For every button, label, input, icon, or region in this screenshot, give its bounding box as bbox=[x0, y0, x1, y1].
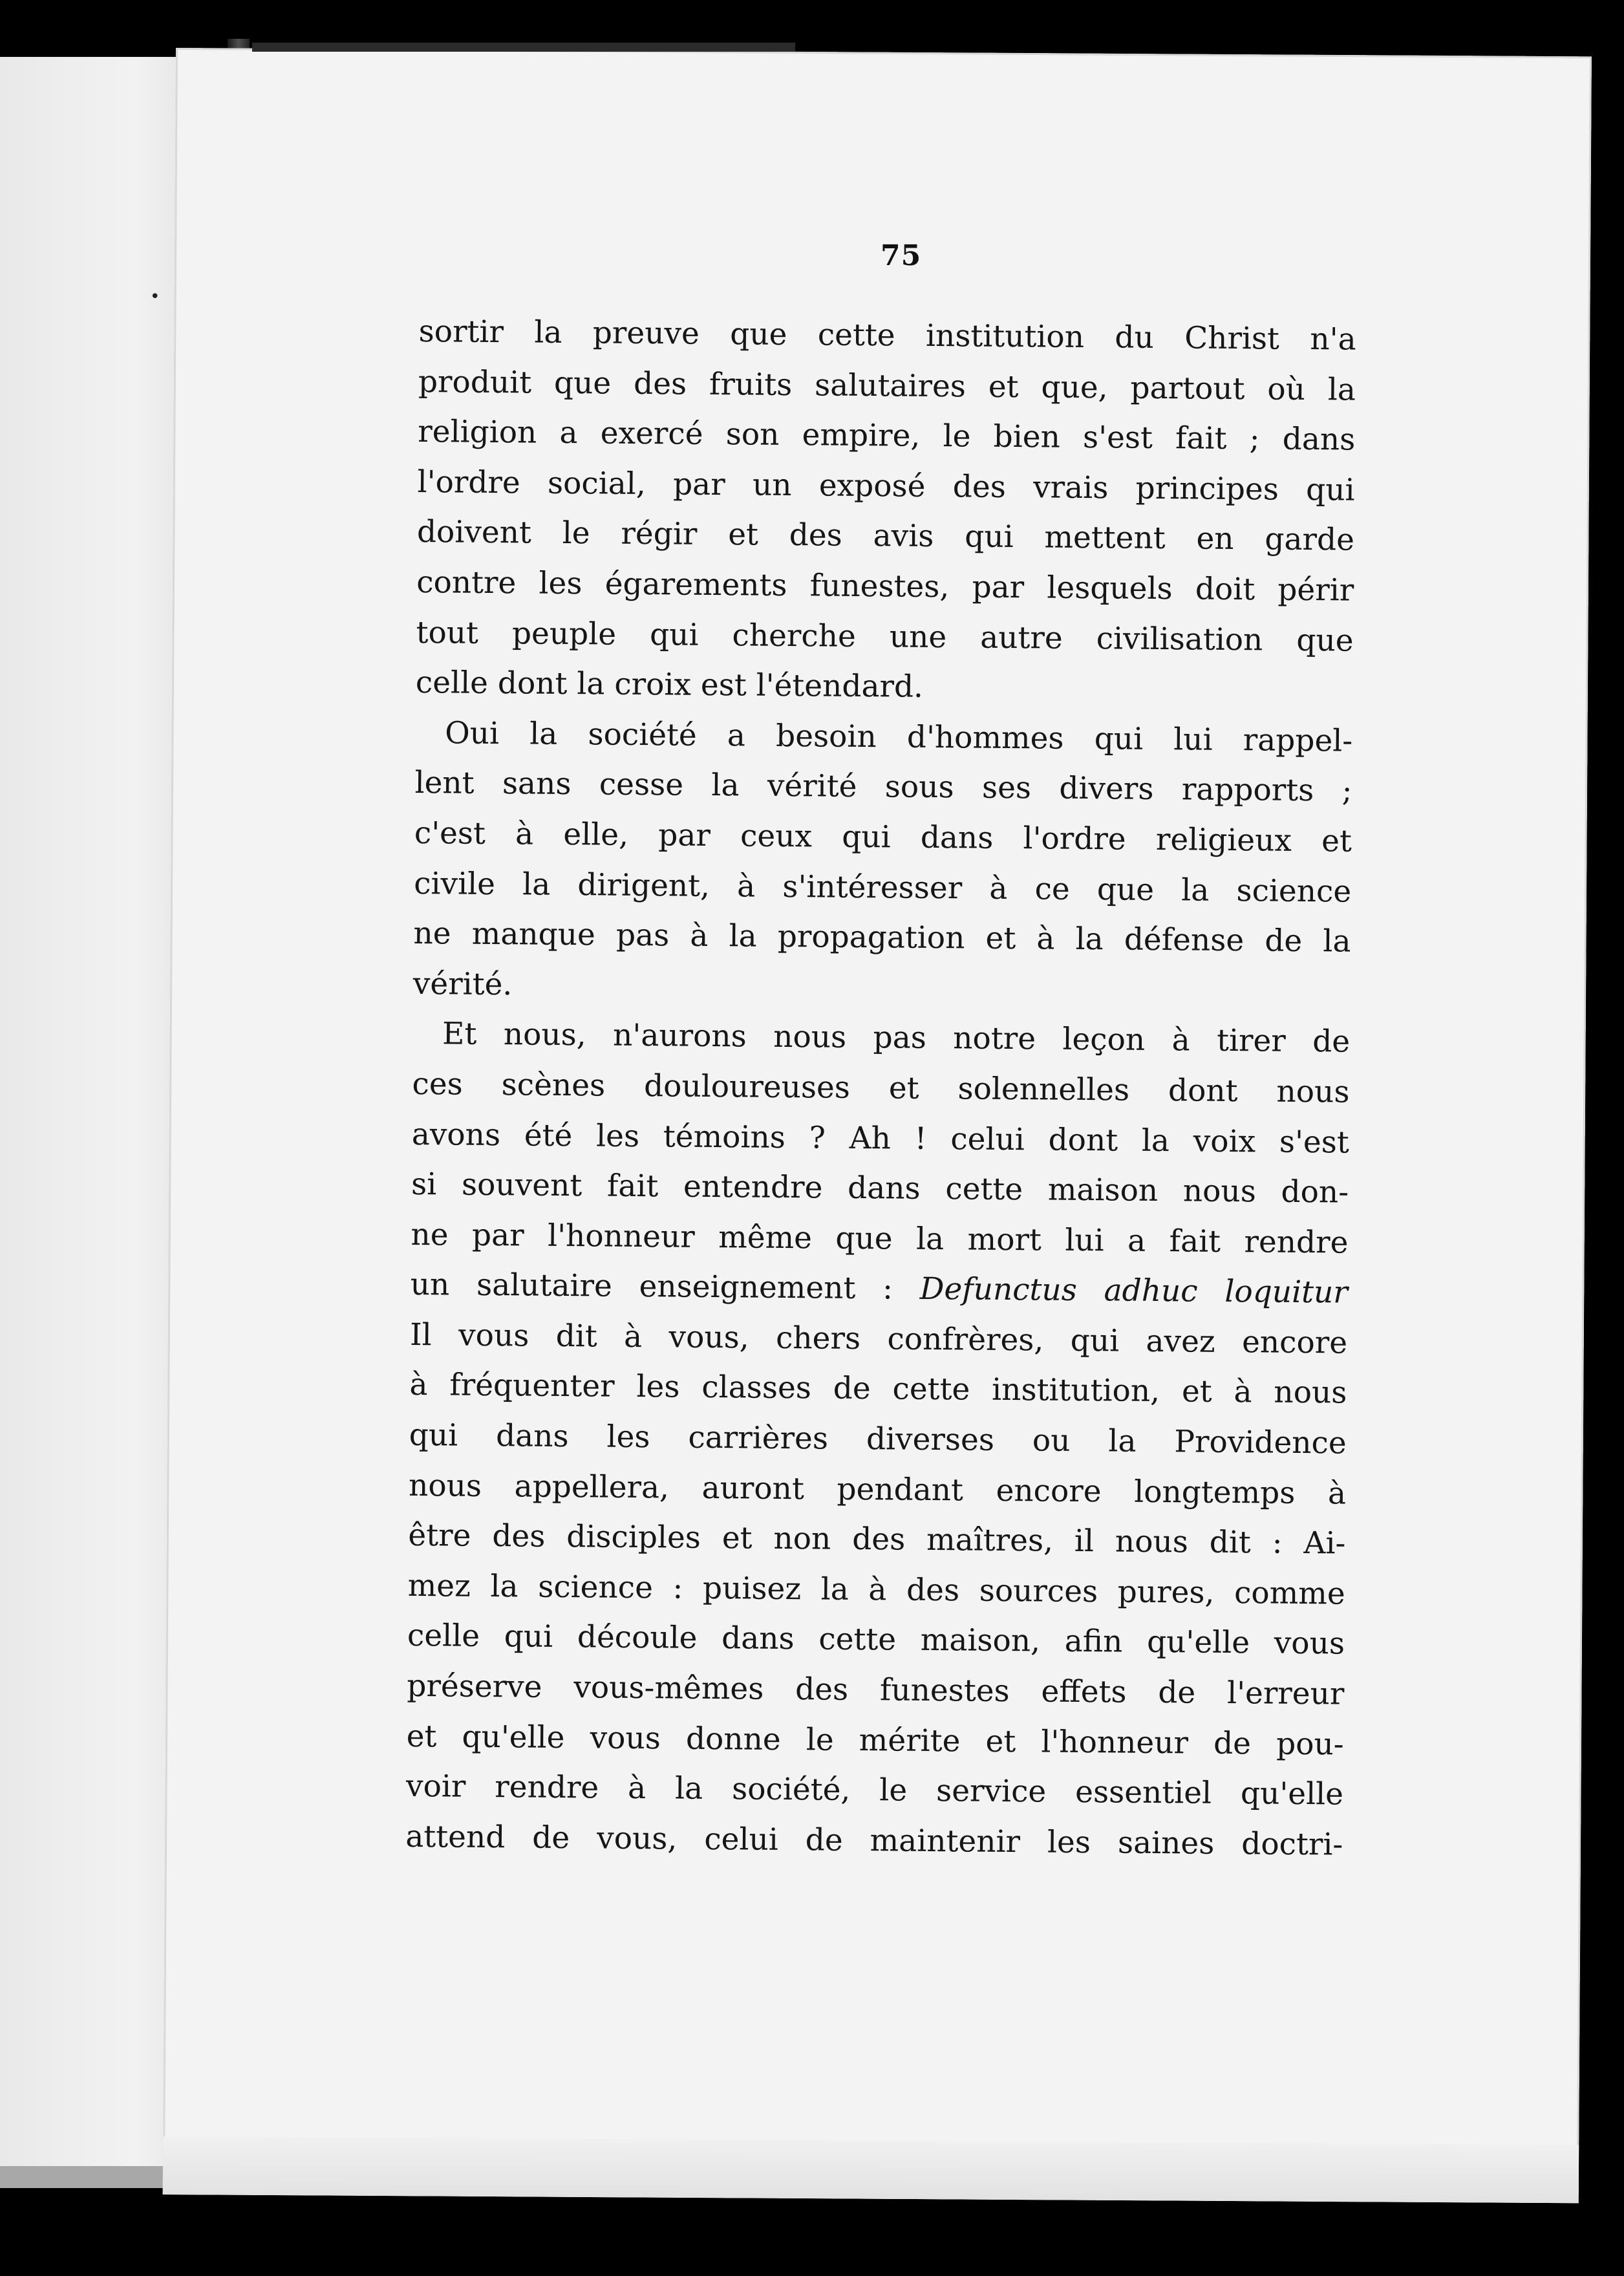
text-line: attend de vous, celui de maintenir les saines doctri- bbox=[405, 1818, 1343, 1863]
text-line: produit que des fruits salutaires et que, partout où la bbox=[418, 363, 1356, 408]
text-line: mez la science : puisez la à des sources pures, comme bbox=[407, 1567, 1345, 1612]
text-line: sortir la preuve que cette institution du Christ n'a bbox=[418, 313, 1356, 358]
text-line-prefix: un salutaire enseignement : bbox=[410, 1267, 921, 1307]
text-line: et qu'elle vous donne le mérite et l'honneur de pou- bbox=[406, 1718, 1344, 1763]
text-line: voir rendre à la société, le service essentiel qu'elle bbox=[405, 1768, 1344, 1812]
page-number: 75 bbox=[881, 239, 922, 272]
text-line: à fréquenter les classes de cette institution, et à nous bbox=[409, 1367, 1347, 1412]
text-line: c'est à elle, par ceux qui dans l'ordre religieux et bbox=[414, 815, 1352, 859]
text-line: si souvent fait entendre dans cette maison nous don- bbox=[411, 1166, 1349, 1210]
text-line: ne par l'honneur même que la mort lui a fait rendre bbox=[411, 1216, 1349, 1261]
text-line: Et nous, n'aurons nous pas notre leçon à tirer de bbox=[442, 1016, 1351, 1060]
text-line: lent sans cesse la vérité sous ses divers rapports ; bbox=[414, 765, 1352, 809]
text-line: tout peuple qui cherche une autre civilisation que bbox=[416, 614, 1354, 659]
text-line-with-italic bbox=[410, 1260, 1348, 1318]
text-line: doivent le régir et des avis qui mettent en garde bbox=[416, 514, 1355, 559]
text-line: être des disciples et non des maîtres, il nous dit : Ai- bbox=[408, 1518, 1346, 1562]
text-line: l'ordre social, par un exposé des vrais principes qui bbox=[417, 464, 1355, 508]
latin-quotation: Defunctus adhuc loquitur bbox=[919, 1271, 1348, 1311]
text-line: qui dans les carrières diverses ou la Providence bbox=[409, 1417, 1347, 1461]
page-bottom-band bbox=[163, 2136, 1579, 2203]
page-top-edge bbox=[252, 43, 795, 52]
text-line: civile la dirigent, à s'intéresser à ce que la science bbox=[413, 865, 1352, 910]
text-line: ne manque pas à la propagation et à la défense de la bbox=[413, 916, 1351, 960]
text-line: religion a exercé son empire, le bien s'est fait ; dans bbox=[418, 414, 1356, 458]
previous-page-mark: • bbox=[150, 287, 160, 306]
text-line: contre les égarements funestes, par lesquels doit périr bbox=[416, 564, 1354, 608]
text-line: Oui la société a besoin d'hommes qui lui rappel- bbox=[445, 715, 1353, 759]
text-line: avons été les témoins ? Ah ! celui dont la voix s'est bbox=[411, 1116, 1350, 1161]
page-body-text bbox=[405, 306, 1356, 1870]
text-line: celle qui découle dans cette maison, afin qu'elle vous bbox=[407, 1618, 1345, 1662]
text-line: celle dont la croix est l'étendard. bbox=[415, 665, 924, 705]
text-line: Il vous dit à vous, chers confrères, qui avez encore bbox=[409, 1316, 1348, 1361]
text-line: vérité. bbox=[412, 965, 513, 1003]
text-line: nous appellera, auront pendant encore longtemps à bbox=[408, 1467, 1347, 1512]
text-line: ces scènes douloureuses et solennelles dont nous bbox=[412, 1066, 1350, 1110]
text-line: préserve vous-mêmes des funestes effets de l'erreur bbox=[407, 1668, 1345, 1712]
